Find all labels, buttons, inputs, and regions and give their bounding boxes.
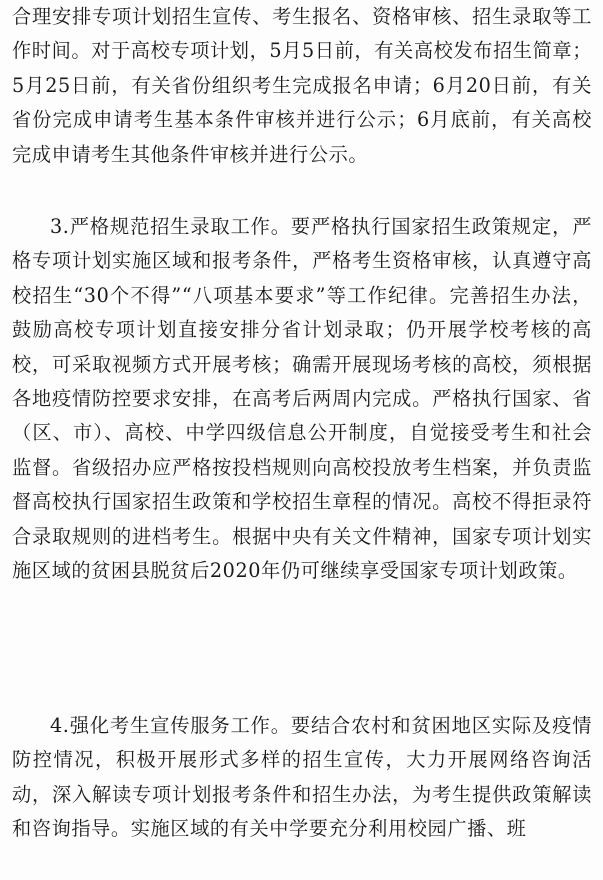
paragraph-admission-rules: 3.严格规范招生录取工作。要严格执行国家招生政策规定，严格专项计划实施区域和报考条件，严格考生资格审核，认真遵守高校招生“30个不得”“八项基本要求”等工作纪律。完善招生办法，鼓励高校专项计划直接安排分省计划录取；仍开展学校考核的高校，可采取视频方式开展考核；确需开展现场考核的高校，须根据各地疫情防控要求安排，在高考后两周内完成。严格执行国家、省（区、市）、高校、中学四级信息公开制度，自觉接受考生和社会监督。省级招办应严格按投档规则向高校投放考生档案，并负责监督高校执行国家招生政策和学校招生章程的情况。高校不得拒录符合录取规则的进档考生。根据中央有关文件精神，国家专项计划实施区域的贫困县脱贫后2020年仍可继续享受国家专项计划政策。	[12, 215, 592, 583]
paragraph-publicity-service: 4.强化考生宣传服务工作。要结合农村和贫困地区实际及疫情防控情况，积极开展形式多样的招生宣传，大力开展网络咨询活动，深入解读专项计划报考条件和招生办法，为考生提供政策解读和咨询指导。实施区域的有关中学要充分利用校园广播、班	[12, 714, 592, 841]
paragraph-schedule: 合理安排专项计划招生宣传、考生报名、资格审核、招生录取等工作时间。对于高校专项计划，5月5日前，有关高校发布招生简章；5月25日前，有关省份组织考生完成报名申请；6月20日前，有关省份完成申请考生基本条件审核并进行公示；6月底前，有关高校完成申请考生其他条件审核并进行公示。	[12, 5, 592, 166]
